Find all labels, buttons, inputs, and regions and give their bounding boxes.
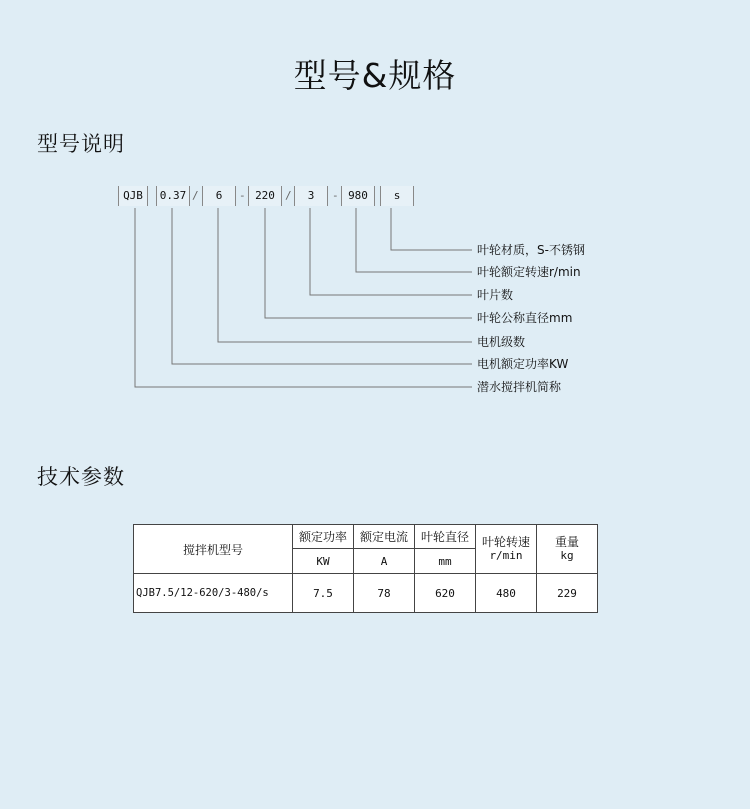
cell-weight: 229: [537, 574, 598, 613]
legend-series: 潜水搅拌机简称: [477, 380, 562, 394]
header-weight: [537, 525, 598, 574]
legend-diameter: 叶轮公称直径mm: [477, 311, 573, 325]
header-power: 额定功率: [293, 525, 354, 549]
code-segment-power: 0.37: [156, 186, 190, 206]
table-row: [134, 574, 598, 613]
code-segment-diameter: 220: [248, 186, 282, 206]
legend-material: 叶轮材质，S-不锈钢: [477, 243, 585, 257]
unit-current: A: [354, 549, 415, 574]
code-separator: -: [332, 189, 339, 202]
cell-speed: 480: [476, 574, 537, 613]
code-segment-material: s: [380, 186, 414, 206]
table-header-row: [134, 525, 598, 549]
code-segment-poles: 6: [202, 186, 236, 206]
unit-power: KW: [293, 549, 354, 574]
header-speed-name: 叶轮转速: [481, 535, 530, 549]
cell-diameter: 620: [415, 574, 476, 613]
header-current: 额定电流: [354, 525, 415, 549]
header-weight-name: 重量: [554, 535, 579, 549]
header-diameter: 叶轮直径: [415, 525, 476, 549]
code-separator: /: [192, 189, 199, 202]
cell-power: 7.5: [293, 574, 354, 613]
header-model: 搅拌机型号: [134, 525, 293, 574]
code-segment-speed: 980: [341, 186, 375, 206]
legend-speed: 叶轮额定转速r/min: [477, 265, 581, 279]
spec-table: [133, 524, 598, 613]
cell-current: 78: [354, 574, 415, 613]
code-separator: /: [285, 189, 292, 202]
cell-model: QJB7.5/12-620/3-480/s: [134, 574, 293, 613]
spec-section-title: 技术参数: [37, 465, 125, 489]
model-section-title: 型号说明: [37, 132, 125, 156]
header-speed: [476, 525, 537, 574]
legend-power: 电机额定功率KW: [477, 357, 569, 371]
header-speed-unit: r/min: [489, 549, 523, 562]
code-segment-series: QJB: [118, 186, 148, 206]
unit-diameter: mm: [415, 549, 476, 574]
page-title: 型号&规格: [293, 56, 457, 95]
code-separator: -: [239, 189, 246, 202]
legend-blades: 叶片数: [477, 288, 514, 302]
legend-poles: 电机级数: [477, 335, 526, 349]
header-weight-unit: kg: [560, 549, 574, 562]
code-segment-blades: 3: [294, 186, 328, 206]
